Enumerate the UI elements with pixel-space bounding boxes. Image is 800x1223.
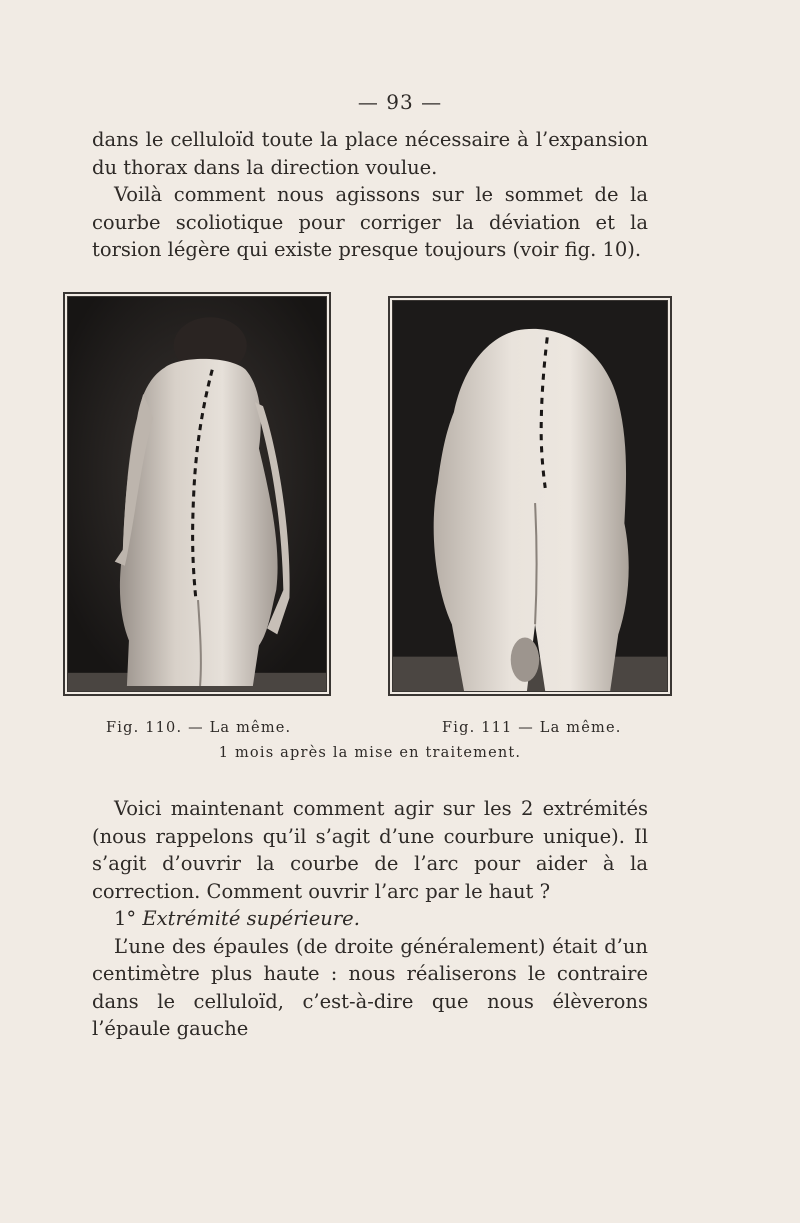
figure-110 xyxy=(63,292,331,696)
figure-111 xyxy=(388,296,672,696)
page-number: — 93 — xyxy=(357,90,443,114)
section-title: Extrémité supérieure. xyxy=(142,907,360,930)
figure-111-photo xyxy=(392,300,668,692)
figure-111-caption: Fig. 111 — La même. xyxy=(442,720,622,736)
paragraph: Voilà comment nous agissons sur le sommet de la courbe scoliotique pour corriger la déviation et la torsion légère qui existe presque toujours (voir fig. 10). xyxy=(92,183,648,261)
figure-common-caption: 1 mois après la mise en traitement. xyxy=(218,745,522,761)
text-bottom xyxy=(92,795,648,1043)
paragraph-continuation: dans le celluloïd toute la place nécessaire à l’expansion du thorax dans la direction voulue. xyxy=(92,128,648,179)
figure-110-photo xyxy=(67,296,327,692)
paragraph: L’une des épaules (de droite généralement) était d’un centimètre plus haute : nous réaliserons le contraire dans le celluloïd, c’est-à-dire que nous élèverons l’épaule gauche xyxy=(92,934,648,1040)
paragraph: Voici maintenant comment agir sur les 2 extrémités (nous rappelons qu’il s’agit d’une courbure unique). Il s’agit d’ouvrir la courbe de l’arc pour aider à la correction. Comment ouvrir l’arc par le haut ? xyxy=(92,797,648,903)
section-number: 1° xyxy=(114,907,137,930)
section-heading xyxy=(92,905,648,933)
figure-110-caption: Fig. 110. — La même. xyxy=(106,720,292,736)
text-top xyxy=(92,126,648,264)
